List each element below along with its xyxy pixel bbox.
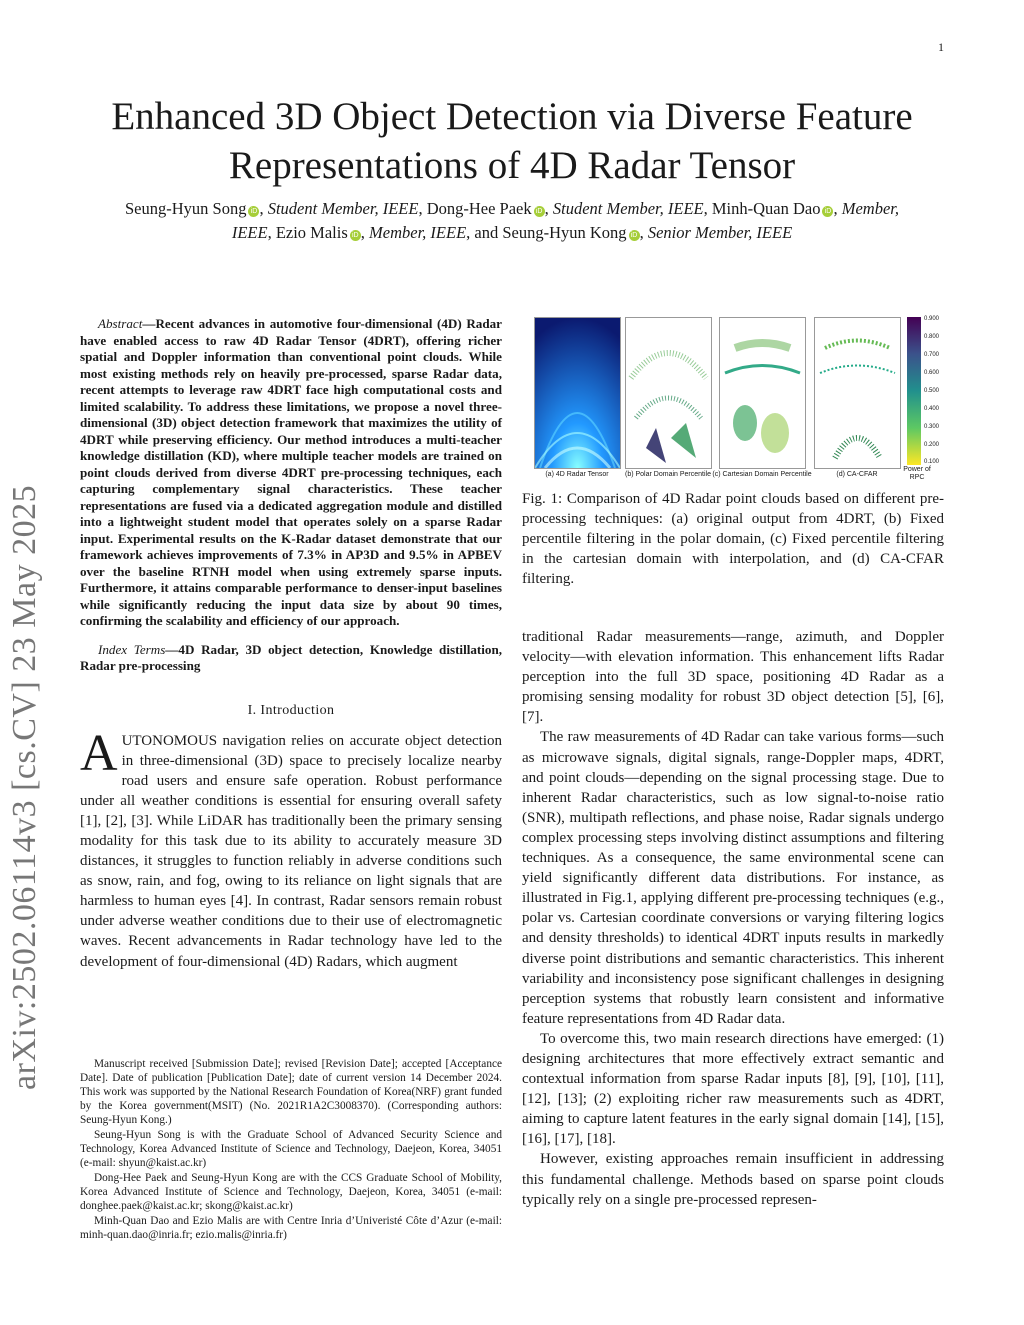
author-name: Dong-Hee Paek <box>426 199 532 218</box>
radar-tensor-image <box>535 318 620 468</box>
intro-text: UTONOMOUS navigation relies on accurate object detection in three-dimensional (3D) space to precisely localize nearby road users and ensure safe operation. Robust performance under all weather conditions is essential for ensuring overall safety [1], [2], [3]. While LiDAR has traditionally been the primary sensing modality for this task due to its ability to accurately measure 3D distances, it struggles to function reliably in adverse conditions such as snow, rain, and fog, owing to its reliance on light signals that are harmless to human eyes [4]. In contrast, Radar sensors remain robust under adverse weather conditions due to their use of electromagnetic waves. Recent advancements in Radar technology have led to the development of four-dimensional (4D) Radars, which augment <box>80 732 502 970</box>
author-role: Member, IEEE <box>231 199 900 242</box>
arxiv-identifier: arXiv:2502.06114v3 [cs.CV] 23 May 2025 <box>6 484 43 1090</box>
ca-cfar-image <box>815 318 900 468</box>
footnote: Seung-Hyun Song is with the Graduate School of Advanced Security Science and Technology, Korea Advanced Institute of Science and Technology, Daejeon, Korea, 34051 (e-mail: shyun@kaist.ac.kr) <box>80 1129 502 1169</box>
title-line-1: Enhanced 3D Object Detection via Diverse Feature <box>111 95 913 138</box>
colorbar-tick: 0.300 <box>924 424 940 430</box>
author-name: Seung-Hyun Kong <box>502 223 627 242</box>
index-terms <box>80 642 502 675</box>
colorbar <box>907 317 921 465</box>
polar-percentile-panel <box>625 317 712 469</box>
author-name: Seung-Hyun Song <box>124 199 247 218</box>
colorbar-tick: 0.800 <box>924 334 940 340</box>
panel-label: (a) 4D Radar Tensor <box>545 471 609 478</box>
author-name: Minh-Quan Dao <box>711 199 821 218</box>
colorbar-tick: 0.200 <box>924 442 940 448</box>
body-paragraph: The raw measurements of 4D Radar can take various forms—such as microwave signals, digital signals, range-Doppler maps, 4DRT, and point clouds—depending on the signal processing stage. Due to inherent Radar characteristics, such as low signal-to-noise ratio (SNR), multipath reflections, and phase noise, Radar signals undergo complex processing steps involving distinct assumptions and filtering techniques. As a consequence, the same environmental scene can yield significantly different data distributions. For instance, as illustrated in Fig.1, applying different pre-processing techniques (e.g., polar vs. Cartesian coordinate conversions or varying filtering logics and density thresholds) to identical 4DRT inputs results in markedly diverse point distributions and semantic characteristics. This inherent variability and inconsistency pose significant challenges in designing perception systems that robustly learn consistent and informative feature representations from 4D Radar data. <box>522 729 944 1027</box>
colorbar-label: Power of RPC <box>903 466 931 481</box>
figure-1 <box>522 316 944 481</box>
colorbar-tick: 0.600 <box>924 370 940 376</box>
panel-label: (d) CA-CFAR <box>836 471 878 478</box>
footnote: Minh-Quan Dao and Ezio Malis are with Centre Inria d’Univeristé Côte d’Azur (e-mail: minh-quan.dao@inria.fr; ezio.malis@inria.fr) <box>80 1215 502 1241</box>
author-role: Student Member, IEEE <box>267 199 419 218</box>
colorbar-tick: 0.100 <box>924 459 940 465</box>
body-paragraph: However, existing approaches remain insufficient in addressing this fundamental challenge. Methods based on sparse point clouds typically rely on a single pre-processed represen- <box>522 1151 944 1208</box>
footnote: Dong-Hee Paek and Seung-Hyun Kong are with the CCS Graduate School of Mobility, Korea Advanced Institute of Science and Technology, Daejeon, Korea, 34051 (e-mail: donghee.paek@kaist.ac.kr; skong@kaist.ac.kr) <box>80 1172 502 1212</box>
colorbar-tick: 0.500 <box>924 388 940 394</box>
index-terms-label: Index Terms <box>98 641 166 657</box>
colorbar-tick: 0.900 <box>924 316 940 322</box>
orcid-icon[interactable]: iD <box>822 206 833 217</box>
polar-percentile-image <box>626 318 711 468</box>
author-name: Ezio Malis <box>275 223 348 242</box>
footnote: Manuscript received [Submission Date]; revised [Revision Date]; accepted [Acceptance Date]. Date of publication [Publication Date]; date of current version 14 December 2024. This work was supported by the National Research Foundation of Korea(NRF) grant funded by the Korea government(MSIT) (No. 2021R1A2C3008370). (Corresponding authors: Seung-Hyun Kong.) <box>80 1058 502 1126</box>
section-heading: I. Introduction <box>247 702 335 718</box>
paper-title <box>60 92 964 190</box>
author-list: Seung-Hyun Song iD , Student Member, IEEE, Dong-Hee Paek iD , Student Member, IEEE, Minh-Quan Dao iD , Member, IEEE, Ezio Malis iD , Member, IEEE, and Seung-Hyun Kong iD , Senior Member, IEEE <box>124 199 900 242</box>
body-paragraph: traditional Radar measurements—range, azimuth, and Doppler velocity—with elevation information. This enhancement lifts Radar perception into the full 3D space, positioning 4D Radar as a promising sensing modality for robust 3D object detection [5], [6], [7]. <box>522 629 944 726</box>
colorbar-tick: 0.700 <box>924 352 940 358</box>
title-line-2: Representations of 4D Radar Tensor <box>228 144 796 187</box>
author-role: Member, IEEE <box>369 223 467 242</box>
orcid-icon[interactable]: iD <box>350 230 361 241</box>
radar-tensor-panel <box>534 317 621 469</box>
left-column <box>80 316 502 972</box>
right-body <box>522 627 944 1210</box>
panel-label: (b) Polar Domain Percentile <box>625 471 711 478</box>
figure-caption: Fig. 1: Comparison of 4D Radar point clouds based on different pre-processing techniques: (a) original output from 4DRT, (b) Fixed percentile filtering in the polar domain, (c) Fixed percentile filtering in the cartesian domain with interpolation, and (d) CA-CFAR filtering. <box>522 491 944 587</box>
cartesian-percentile-panel <box>719 317 806 469</box>
cartesian-percentile-image <box>720 318 805 468</box>
author-role: Senior Member, IEEE <box>647 223 793 242</box>
abstract-label: Abstract <box>98 316 143 331</box>
orcid-icon[interactable]: iD <box>248 206 259 217</box>
orcid-icon[interactable]: iD <box>534 206 545 217</box>
colorbar-tick: 0.400 <box>924 406 940 412</box>
footnotes <box>80 1057 502 1243</box>
orcid-icon[interactable]: iD <box>629 230 640 241</box>
right-column <box>522 316 944 1210</box>
body-paragraph: To overcome this, two main research directions have emerged: (1) designing architectures that more effectively extract semantic and contextual information from sparse Radar inputs [8], [9], [10], [11], [12], [13]; (2) exploiting richer raw measurements such as 4DRT, aiming to capture latent features in the early signal domain [14], [15], [16], [17], [18]. <box>522 1030 944 1148</box>
panel-label: (c) Cartesian Domain Percentile <box>712 471 812 478</box>
index-terms-text: —4D Radar, 3D object detection, Knowledge distillation, Radar pre-processing <box>80 641 502 673</box>
drop-cap: A <box>80 724 118 782</box>
page-number: 1 <box>938 40 944 54</box>
abstract <box>80 316 502 630</box>
ca-cfar-panel <box>814 317 901 469</box>
abstract-text: —Recent advances in automotive four-dimensional (4D) Radar have enabled access to raw 4D Radar Tensor (4DRT), offering richer spatial and Doppler information than conventional point clouds. While most existing methods rely on heavily pre-processed, sparse Radar data, recent attempts to leverage raw 4DRT face high computational costs and limited scalability. To address these limitations, we propose a novel three-dimensional (3D) object detection framework that maximizes the utility of 4DRT while preserving efficiency. Our method introduces a multi-teacher knowledge distillation (KD), where multiple teacher models are trained on point clouds derived from diverse 4DRT pre-processing techniques, each capturing complementary signal characteristics. These teacher representations are fused via a dedicated aggregation module and distilled into a lightweight student model that operates solely on a sparse Radar input. Experimental results on the K-Radar dataset demonstrate that our framework achieves improvements of 7.3% in AP3D and 9.5% in APBEV over the baseline RTNH model when using extremely sparse inputs. Furthermore, it attains comparable performance to denser-input baselines while significantly reducing the input data size by about 90 times, confirming the scalability and efficiency of our approach. <box>80 316 502 628</box>
author-role: Student Member, IEEE <box>552 199 704 218</box>
intro-paragraph <box>80 724 502 972</box>
